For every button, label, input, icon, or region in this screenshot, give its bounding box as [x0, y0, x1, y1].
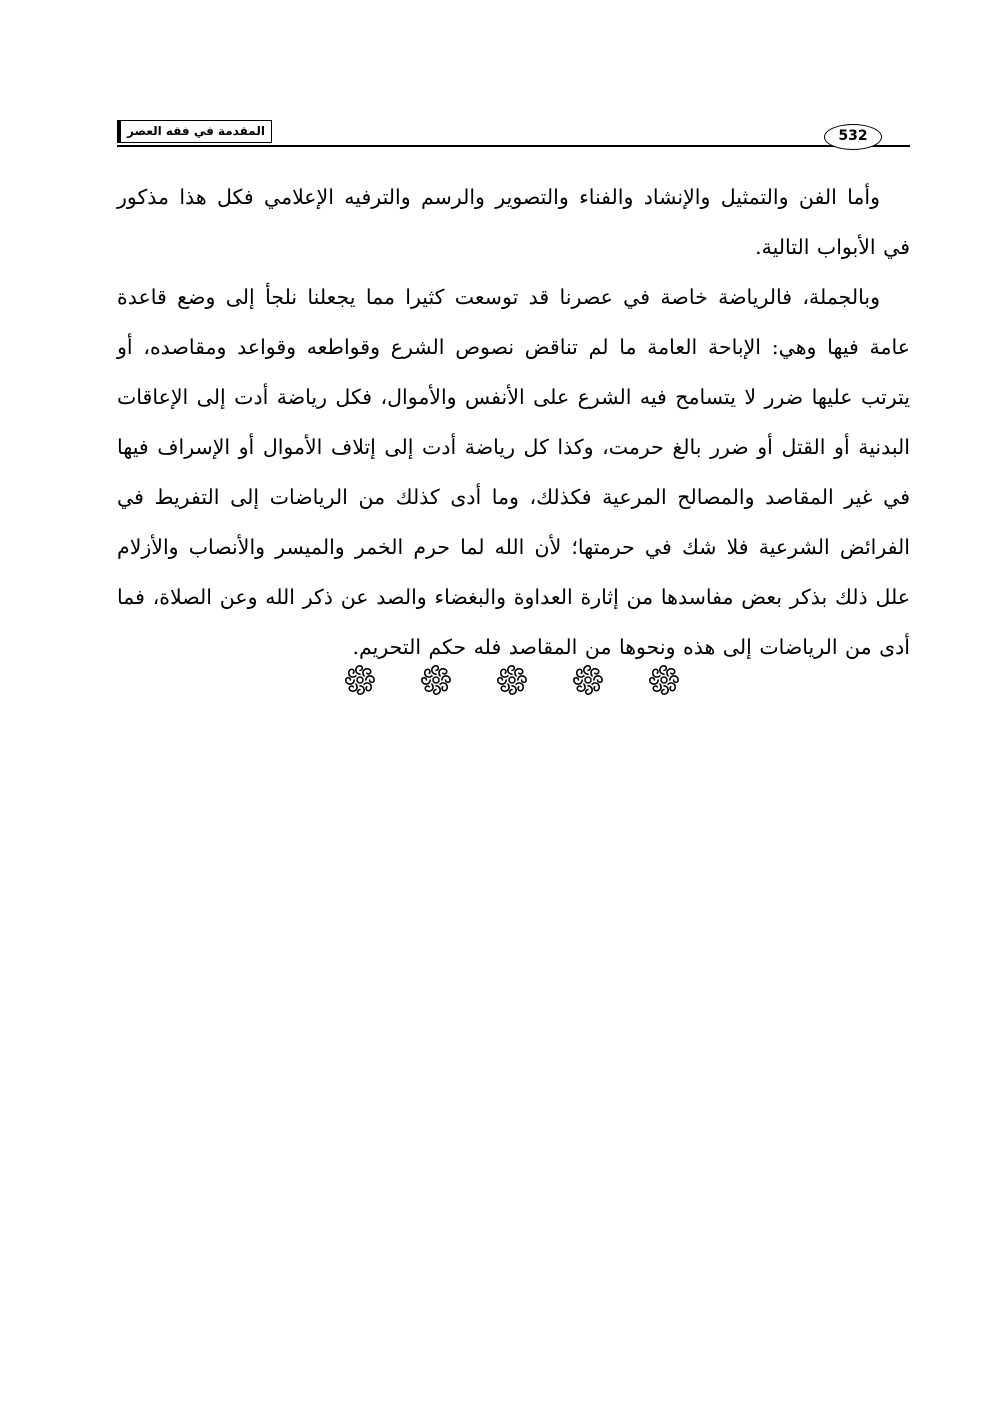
- floral-ornament-icon: [342, 662, 378, 698]
- paragraph-2: وبالجملة، فالرياضة خاصة في عصرنا قد توسعت كثيرا مما يجعلنا نلجأ إلى وضع قاعدة عامة فيها وهي: الإباحة العامة ما لم تناقض نصوص الشرع وقواطعه وقواعد ومقاصده، أو يترتب عليها ضرر لا يتسامح فيه الشرع على الأنفس والأموال، فكل رياضة أدت إلى الإعاقات البدنية أو القتل أو ضرر بالغ حرمت، وكذا كل رياضة أدت إلى إتلاف الأموال أو الإسراف فيها في غير المقاصد والمصالح المرعية فكذلك، وما أدى كذلك من الرياضات إلى التفريط في الفرائض الشرعية فلا شك في حرمتها؛ لأن الله لما حرم الخمر والميسر والأنصاب والأزلام علل ذلك بذكر بعض مفاسدها من إثارة العداوة والبغضاء والصد عن ذكر الله وعن الصلاة، فما أدى من الرياضات إلى هذه ونحوها من المقاصد فله حكم التحريم.: [117, 285, 910, 659]
- floral-ornament-icon: [418, 662, 454, 698]
- book-title: المقدمة في فقه العصر: [117, 120, 272, 143]
- paragraph-1: وأما الفن والتمثيل والإنشاد والفناء والتصوير والرسم والترفيه الإعلامي فكل هذا مذكور في الأبواب التالية.: [117, 185, 910, 259]
- page-number: 532: [824, 124, 882, 150]
- page-body: [117, 172, 910, 672]
- floral-ornament-icon: [646, 662, 682, 698]
- floral-ornament-icon: [570, 662, 606, 698]
- section-end-ornaments: [342, 660, 682, 700]
- floral-ornament-icon: [494, 662, 530, 698]
- header-rule: [117, 145, 910, 147]
- page-header: [117, 118, 910, 150]
